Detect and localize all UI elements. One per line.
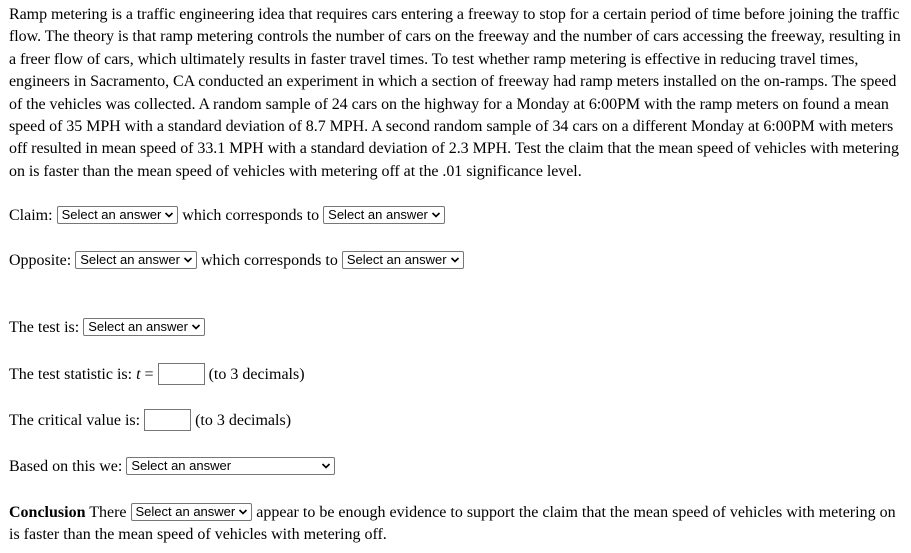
test-row: [9, 317, 205, 339]
chevron-down-icon: [191, 320, 201, 334]
critical-row: [9, 410, 291, 432]
problem-text: Ramp metering is a traffic engineering idea that requires cars entering a freeway to stop for a certain period of time before joining the traffic flow. The theory is that ramp metering controls the number of cars on the freeway and the number of cars accessing the freeway, resulting in a freer flow of cars, which ultimately results in faster travel times. To test whether ramp metering is effective in reducing travel times, engineers in Sacramento, CA conducted an experiment in which a section of freeway had ramp meters installed on the on-ramps. The speed of the vehicles was collected. A random sample of 24 cars on the highway for a Monday at 6:00PM with the ramp meters on found a mean speed of 35 MPH with a standard deviation of 8.7 MPH. A second random sample of 34 cars on a different Monday at 6:00PM with meters off resulted in mean speed of 33.1 MPH with a standard deviation of 2.3 MPH. Test the claim that the mean speed of vehicles with metering on is faster than the mean speed of vehicles with metering off at the .01 significance level.: [9, 6, 901, 180]
opposite-row: [9, 250, 464, 272]
opposite-select-value: Select an answer: [80, 252, 180, 268]
statistic-variable: t: [136, 366, 141, 383]
decision-row: [9, 456, 335, 478]
claim-label: Claim:: [9, 207, 53, 224]
conclusion-heading: Conclusion: [9, 504, 86, 521]
conclusion-pre-text: There: [89, 504, 127, 521]
statistic-label: The test statistic is:: [9, 366, 133, 383]
conclusion-post-text: appear to be enough evidence to support the claim that the mean speed of vehicles with metering on is faster than the mean speed of vehicles with metering off.: [9, 504, 896, 544]
critical-hint: (to 3 decimals): [195, 412, 292, 429]
chevron-down-icon: [450, 253, 460, 267]
test-type-select-value: Select an answer: [88, 319, 188, 335]
chevron-down-icon: [431, 208, 441, 222]
chevron-down-icon: [164, 208, 174, 222]
claim-select[interactable]: [57, 206, 179, 224]
claim-row: [9, 205, 445, 227]
claim-middle-text: which corresponds to: [182, 207, 320, 224]
opposite-corresponds-select-value: Select an answer: [346, 252, 447, 268]
opposite-label: Opposite:: [9, 252, 72, 269]
statistic-row: [9, 364, 305, 386]
chevron-down-icon: [238, 505, 248, 519]
statistic-hint: (to 3 decimals): [208, 366, 305, 383]
decision-label: Based on this we:: [9, 458, 123, 475]
test-type-select[interactable]: [83, 318, 205, 336]
conclusion-select[interactable]: [131, 503, 253, 521]
decision-select[interactable]: [126, 457, 335, 475]
statistic-equals: =: [144, 366, 154, 383]
critical-value-input[interactable]: [144, 409, 191, 431]
claim-select-value: Select an answer: [61, 207, 162, 223]
opposite-middle-text: which corresponds to: [200, 252, 338, 269]
chevron-down-icon: [183, 253, 193, 267]
critical-label: The critical value is:: [9, 412, 141, 429]
chevron-down-icon: [321, 459, 331, 473]
opposite-corresponds-select[interactable]: [342, 251, 464, 269]
conclusion-select-value: Select an answer: [135, 504, 236, 520]
decision-select-value: Select an answer: [131, 458, 232, 474]
test-statistic-input[interactable]: [158, 363, 205, 385]
test-label: The test is:: [9, 319, 80, 336]
conclusion-paragraph: [9, 502, 907, 547]
claim-corresponds-select[interactable]: [323, 206, 445, 224]
claim-corresponds-select-value: Select an answer: [328, 207, 428, 223]
opposite-select[interactable]: [75, 251, 197, 269]
